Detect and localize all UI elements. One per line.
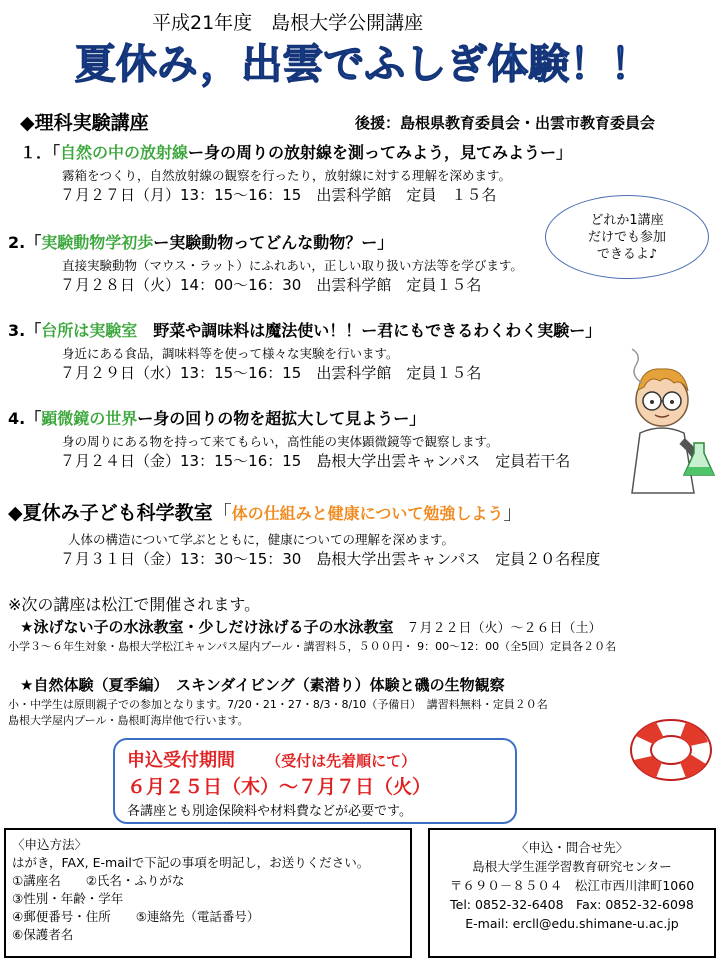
event-subtitle: 平成21年度 島根大学公開講座: [152, 12, 424, 34]
bubble-line-2: だけでも参加: [587, 229, 666, 245]
contact-address: 〒６９０－８５０４ 松江市西川津町1060: [449, 878, 695, 893]
apply-line-4: ⑥保護者名: [12, 927, 74, 942]
course-1-heading: [20, 140, 572, 163]
course-3-desc: 身近にある食品，調味料等を使って様々な実験を行います。: [62, 346, 399, 361]
nature-detail-1: 小・中学生は原則親子での参加となります。7/20・21・27・8/3・8/10（予備日） 講習料無料・定員２０名: [8, 698, 548, 711]
matsue-note: ※次の講座は松江で開催されます。: [8, 595, 261, 614]
support-line: 後援：島根県教育委員会・出雲市教育委員会: [355, 114, 656, 132]
course-1-desc: 霧箱をつくり，自然放射線の観察を行ったり，放射線に対する理解を深めます。: [62, 168, 512, 183]
course-2-num: 2.「: [8, 233, 42, 252]
bubble-line-3: できるよ♪: [596, 246, 658, 262]
course-1-when: ７月２７日（月）13：15～16：15 出雲科学館 定員 １５名: [60, 186, 497, 204]
deadline-label-row: [127, 746, 416, 772]
course-4-num: 4.「: [8, 409, 42, 428]
swim-date: ７月２２日（火）～２６日（土）: [406, 621, 602, 636]
apply-intro: はがき，FAX, E-mailで下記の事項を明記し，お送りください。: [12, 855, 370, 870]
swim-title: ★泳げない子の水泳教室・少しだけ泳げる子の水泳教室: [20, 618, 394, 636]
course-4-when: ７月２４日（金）13：15～16：15 島根大学出雲キャンパス 定員若干名: [60, 452, 571, 470]
kids-heading-text: ◆夏休み子ども科学教室: [8, 502, 213, 524]
course-3-num: 3.「: [8, 321, 42, 340]
apply-method-box: [4, 828, 412, 958]
kids-close: 」: [503, 502, 523, 524]
nature-detail-2: 島根大学屋内プール・島根町海岸他で行います。: [8, 714, 249, 727]
course-3-heading: [8, 318, 601, 341]
nature-title: ★自然体験（夏季編） スキンダイビング（素潜り）体験と磯の生物観察: [20, 676, 505, 694]
kids-desc: 人体の構造について学ぶとともに，健康についての理解を深めます。: [68, 532, 455, 547]
contact-box: [428, 828, 716, 958]
course-4-desc: 身の周りにある物を持って来てもらい，高性能の実体顕微鏡等で観察します。: [62, 434, 499, 449]
contact-heading: 〈申込・問合せ先〉: [515, 840, 629, 855]
speech-bubble: [545, 195, 709, 279]
scientist-illustration: [612, 345, 716, 495]
course-2-heading: [8, 230, 393, 253]
course-3-name: 台所は実験室: [41, 321, 138, 340]
life-ring-illustration: [626, 712, 716, 788]
apply-heading: 〈申込方法〉: [12, 837, 88, 852]
main-title: [38, 36, 688, 92]
course-2-desc: 直接実験動物（マウス・ラット）にふれあい，正しい取り扱い方法等を学びます。: [62, 258, 523, 273]
deadline-note: （受付は先着順にて）: [266, 752, 417, 770]
course-1-tail: ー身の周りの放射線を測ってみよう，見てみようー」: [188, 143, 573, 162]
course-2-name: 実験動物学初歩: [41, 233, 154, 252]
kids-when: ７月３１日（金）13：30～15：30 島根大学出雲キャンパス 定員２０名程度: [60, 550, 601, 568]
course-1-name: 自然の中の放射線: [60, 143, 189, 162]
science-heading: ◆理科実験講座: [20, 112, 149, 134]
course-4-name: 顕微鏡の世界: [41, 409, 138, 428]
course-3-when: ７月２９日（水）13：15～16：15 出雲科学館 定員１５名: [60, 364, 482, 382]
apply-line-3: ④郵便番号・住所 ⑤連絡先（電話番号）: [12, 909, 260, 924]
apply-line-1: ①講座名 ②氏名・ふりがな: [12, 873, 185, 888]
course-4-tail: ー身の回りの物を超拡大して見ようー」: [137, 409, 426, 428]
deadline-period: ６月２５日（木）～７月７日（火）: [127, 776, 432, 798]
swim-title-row: [20, 616, 602, 637]
deadline-label: 申込受付期間: [127, 750, 235, 771]
contact-org: 島根大学生涯学習教育研究センター: [472, 859, 672, 874]
contact-tel: Tel: 0852-32-6408 Fax: 0852-32-6098: [450, 897, 694, 912]
deadline-box: [113, 738, 517, 824]
course-4-heading: [8, 406, 425, 429]
course-1-num: １．「: [20, 143, 61, 162]
kids-heading: [8, 498, 522, 525]
deadline-fees: 各講座とも別途保険料や材料費などが必要です。: [127, 804, 412, 819]
course-2-tail: ー実験動物ってどんな動物？ー」: [153, 233, 394, 252]
course-3-tail: 野菜や調味料は魔法使い！！ー君にもできるわくわく実験ー」: [137, 321, 602, 340]
kids-open: 「: [212, 502, 232, 524]
swim-detail: 小学３～６年生対象・島根大学松江キャンパス屋内プール・講習料５，５００円・ 9：00～12：00（全5回）定員各２０名: [8, 640, 617, 653]
bubble-line-1: どれか1講座: [590, 212, 664, 228]
kids-course-name: 体の仕組みと健康について勉強しよう: [231, 504, 504, 523]
contact-content: [430, 838, 714, 933]
contact-email: E-mail: ercll@edu.shimane-u.ac.jp: [465, 916, 679, 931]
apply-line-2: ③性別・年齢・学年: [12, 891, 124, 906]
course-2-when: ７月２８日（火）14：00～16：30 出雲科学館 定員１５名: [60, 276, 482, 294]
main-title-text: 夏休み，出雲でふしぎ体験！！: [74, 40, 652, 88]
